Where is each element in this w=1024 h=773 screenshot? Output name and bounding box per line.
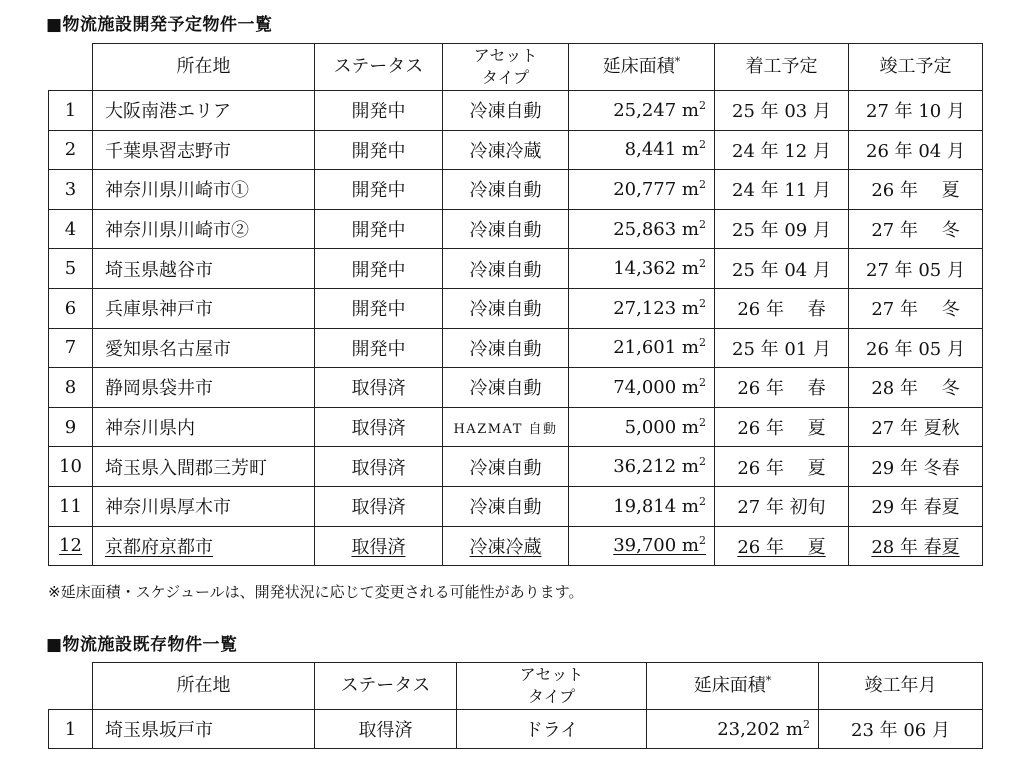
table-row [49, 407, 983, 447]
cell-status [315, 486, 443, 526]
cell-status [315, 447, 443, 487]
cell-asset-type-text: 冷凍自動 [469, 338, 542, 360]
cell-floor-area [569, 209, 715, 249]
area-exponent: 2 [699, 534, 706, 548]
cell-completion [849, 209, 983, 249]
cell-completion-text: 26 年 04 月 [866, 140, 965, 162]
cell-completion [819, 710, 983, 749]
table-row [49, 526, 983, 566]
cell-location [93, 130, 315, 170]
cell-location [93, 407, 315, 447]
header-floor-area-mark: * [765, 674, 772, 687]
cell-completion [849, 249, 983, 289]
cell-completion-text: 27 年 冬 [871, 220, 960, 242]
area-exponent: 2 [699, 217, 706, 231]
development-list-title: ■物流施設開発予定物件一覧 [46, 15, 273, 35]
area-exponent: 2 [699, 98, 706, 112]
cell-number [49, 526, 93, 566]
cell-number [49, 368, 93, 408]
cell-floor-area-text: 23,202 m [717, 718, 803, 740]
cell-completion [849, 91, 983, 131]
cell-floor-area-text: 36,212 m [613, 456, 699, 478]
area-exponent: 2 [699, 138, 706, 152]
cell-asset-type [443, 447, 569, 487]
cell-status-text: 取得済 [351, 418, 406, 440]
cell-completion-text: 23 年 06 月 [851, 720, 950, 741]
cell-floor-area-text: 8,441 m [624, 139, 699, 161]
cell-asset-type [443, 91, 569, 131]
cell-status-text: 開発中 [351, 180, 406, 202]
header-status: ステータス [315, 663, 457, 710]
header-number [49, 663, 93, 710]
cell-completion-text: 27 年 夏秋 [871, 418, 960, 440]
cell-floor-area-text: 21,601 m [613, 337, 699, 359]
cell-floor-area-text: 5,000 m [624, 416, 699, 438]
header-number [49, 44, 93, 91]
cell-asset-type-text: 冷凍自動 [469, 101, 542, 123]
cell-completion [849, 130, 983, 170]
cell-location [93, 526, 315, 566]
cell-start [715, 288, 849, 328]
cell-start-text: 26 年 夏 [737, 457, 826, 479]
cell-number-text: 5 [64, 258, 77, 280]
table-row [49, 368, 983, 408]
cell-asset-type-text: 冷凍自動 [469, 497, 542, 519]
cell-location-text: 大阪南港エリア [105, 101, 231, 123]
cell-location-text: 神奈川県川崎市① [105, 180, 249, 202]
header-completion: 竣工予定 [849, 44, 983, 91]
cell-number-text: 3 [64, 178, 77, 200]
header-asset-type-line1: アセット [473, 46, 538, 65]
cell-location-text: 神奈川県内 [105, 418, 195, 440]
cell-number [49, 486, 93, 526]
cell-floor-area-text: 27,123 m [613, 297, 699, 319]
cell-number-text: 4 [64, 218, 77, 240]
cell-asset-type-text: 冷凍自動 [469, 378, 542, 400]
cell-completion-text: 27 年 冬 [871, 299, 960, 321]
table-row [49, 249, 983, 289]
area-exponent: 2 [699, 375, 706, 389]
table-row [49, 170, 983, 210]
cell-status-text: 開発中 [351, 299, 406, 321]
area-exponent: 2 [803, 717, 810, 731]
cell-completion [849, 288, 983, 328]
area-exponent: 2 [699, 455, 706, 469]
cell-status-text: 開発中 [351, 140, 406, 162]
cell-floor-area [569, 249, 715, 289]
cell-location [93, 170, 315, 210]
cell-floor-area [569, 130, 715, 170]
cell-floor-area-text: 25,863 m [613, 218, 699, 240]
cell-status [315, 91, 443, 131]
cell-completion-text: 29 年 春夏 [871, 497, 960, 519]
cell-status [315, 170, 443, 210]
cell-floor-area [569, 288, 715, 328]
cell-floor-area [569, 526, 715, 566]
cell-asset-type [443, 328, 569, 368]
cell-completion [849, 170, 983, 210]
cell-asset-type [443, 288, 569, 328]
cell-completion-text: 27 年 10 月 [866, 101, 965, 123]
cell-status [315, 130, 443, 170]
cell-number [49, 130, 93, 170]
cell-start [715, 91, 849, 131]
cell-number-text: 1 [64, 99, 77, 121]
existing-list-title: ■物流施設既存物件一覧 [46, 635, 238, 655]
cell-start-text: 25 年 01 月 [732, 338, 831, 360]
area-exponent: 2 [699, 177, 706, 191]
cell-location [93, 288, 315, 328]
cell-floor-area [569, 368, 715, 408]
area-exponent: 2 [699, 296, 706, 310]
cell-status-text: 取得済 [351, 536, 406, 558]
table-row [49, 209, 983, 249]
cell-number [49, 710, 93, 749]
cell-asset-type [457, 710, 647, 749]
cell-location [93, 447, 315, 487]
cell-location-text: 神奈川県川崎市② [105, 220, 249, 242]
cell-asset-type [443, 170, 569, 210]
cell-asset-type [443, 526, 569, 566]
cell-start [715, 130, 849, 170]
header-location: 所在地 [93, 663, 315, 710]
area-exponent: 2 [699, 494, 706, 508]
header-completion: 竣工年月 [819, 663, 983, 710]
cell-number-text: 6 [64, 297, 77, 319]
cell-completion [849, 407, 983, 447]
cell-status [315, 249, 443, 289]
cell-status-text: 取得済 [351, 378, 406, 400]
table-row [49, 328, 983, 368]
cell-location-text: 静岡県袋井市 [105, 378, 213, 400]
cell-completion-text: 29 年 冬春 [871, 457, 960, 479]
area-exponent: 2 [699, 415, 706, 429]
cell-number [49, 91, 93, 131]
area-exponent: 2 [699, 257, 706, 271]
cell-floor-area [569, 91, 715, 131]
cell-location-text: 埼玉県入間郡三芳町 [105, 457, 267, 479]
cell-asset-type-text: 冷凍自動 [469, 259, 542, 281]
cell-asset-type-text: 冷凍自動 [469, 220, 542, 242]
cell-number-text: 1 [64, 718, 77, 740]
table-header-row [49, 44, 983, 91]
cell-floor-area [569, 486, 715, 526]
header-start: 着工予定 [715, 44, 849, 91]
cell-location-text: 神奈川県厚木市 [105, 497, 231, 519]
cell-asset-type-text: ドライ [524, 720, 579, 741]
cell-location [93, 368, 315, 408]
area-exponent: 2 [699, 336, 706, 350]
cell-number-text: 2 [64, 139, 77, 161]
cell-start [715, 407, 849, 447]
cell-start [715, 249, 849, 289]
header-asset-type [443, 44, 569, 91]
cell-floor-area-text: 19,814 m [613, 495, 699, 517]
header-floor-area-mark: * [674, 55, 681, 68]
cell-asset-type-text: 冷凍冷蔵 [469, 140, 542, 162]
cell-floor-area [569, 328, 715, 368]
cell-number [49, 328, 93, 368]
header-asset-type-line1: アセット [519, 665, 584, 684]
cell-completion-text: 28 年 春夏 [871, 536, 960, 558]
cell-start-text: 25 年 04 月 [732, 259, 831, 281]
cell-status [315, 526, 443, 566]
cell-number-text: 12 [59, 535, 82, 557]
cell-start [715, 328, 849, 368]
cell-completion [849, 328, 983, 368]
cell-asset-type [443, 407, 569, 447]
cell-number-text: 8 [64, 376, 77, 398]
cell-start-text: 26 年 夏 [737, 418, 826, 440]
footnote: ※延床面積・スケジュールは、開発状況に応じて変更される可能性があります。 [48, 583, 584, 601]
cell-start [715, 526, 849, 566]
cell-asset-type-text: 冷凍自動 [469, 180, 542, 202]
cell-start-text: 25 年 09 月 [732, 220, 831, 242]
cell-location-text: 愛知県名古屋市 [105, 338, 231, 360]
cell-number [49, 407, 93, 447]
cell-status [315, 288, 443, 328]
cell-start [715, 447, 849, 487]
cell-floor-area [647, 710, 819, 749]
cell-status-text: 開発中 [351, 220, 406, 242]
cell-number [49, 249, 93, 289]
cell-asset-type-text: 冷凍冷蔵 [469, 536, 542, 558]
cell-status [315, 328, 443, 368]
cell-location [93, 486, 315, 526]
existing-properties-table [48, 662, 983, 749]
cell-completion [849, 447, 983, 487]
cell-location [93, 710, 315, 749]
cell-status [315, 368, 443, 408]
table-header-row [49, 663, 983, 710]
cell-asset-type-text: 冷凍自動 [469, 299, 542, 321]
cell-completion-text: 26 年 夏 [871, 180, 960, 202]
cell-number-text: 9 [64, 416, 77, 438]
cell-completion [849, 368, 983, 408]
cell-location [93, 209, 315, 249]
header-location: 所在地 [93, 44, 315, 91]
cell-status [315, 209, 443, 249]
table-row [49, 91, 983, 131]
cell-start-text: 24 年 12 月 [732, 140, 831, 162]
cell-start-text: 25 年 03 月 [732, 101, 831, 123]
table-row [49, 447, 983, 487]
cell-status-text: 取得済 [351, 497, 406, 519]
cell-number-text: 11 [59, 495, 82, 517]
cell-location [93, 249, 315, 289]
cell-number [49, 170, 93, 210]
cell-floor-area-text: 25,247 m [613, 99, 699, 121]
cell-location [93, 91, 315, 131]
cell-floor-area [569, 407, 715, 447]
cell-floor-area [569, 447, 715, 487]
header-floor-area [647, 663, 819, 710]
cell-number [49, 447, 93, 487]
cell-number-text: 10 [59, 456, 82, 478]
cell-asset-type-text: HAZMAT 自動 [453, 421, 558, 437]
table-row [49, 486, 983, 526]
cell-location-text: 埼玉県越谷市 [105, 259, 213, 281]
header-floor-area-label: 延床面積 [602, 56, 675, 77]
cell-start-text: 26 年 夏 [737, 536, 826, 558]
cell-status-text: 取得済 [358, 720, 413, 741]
cell-location-text: 埼玉県坂戸市 [105, 720, 213, 741]
cell-asset-type [443, 130, 569, 170]
cell-completion-text: 27 年 05 月 [866, 259, 965, 281]
cell-status [315, 407, 443, 447]
cell-status-text: 開発中 [351, 101, 406, 123]
cell-location [93, 328, 315, 368]
cell-number [49, 288, 93, 328]
cell-number-text: 7 [64, 337, 77, 359]
cell-status [315, 710, 457, 749]
cell-start-text: 24 年 11 月 [732, 180, 831, 202]
table-row [49, 710, 983, 749]
cell-completion [849, 486, 983, 526]
cell-start-text: 27 年 初旬 [737, 497, 826, 519]
cell-completion-text: 26 年 05 月 [866, 338, 965, 360]
cell-start [715, 368, 849, 408]
table-row [49, 288, 983, 328]
table-row [49, 130, 983, 170]
cell-floor-area-text: 14,362 m [613, 258, 699, 280]
cell-status-text: 開発中 [351, 259, 406, 281]
cell-asset-type [443, 368, 569, 408]
cell-asset-type [443, 486, 569, 526]
cell-floor-area-text: 39,700 m [613, 535, 699, 557]
cell-asset-type [443, 209, 569, 249]
header-status: ステータス [315, 44, 443, 91]
cell-floor-area-text: 20,777 m [613, 178, 699, 200]
cell-completion [849, 526, 983, 566]
development-properties-table [48, 43, 983, 566]
header-asset-type-line2: タイプ [481, 68, 530, 87]
header-floor-area-label: 延床面積 [693, 675, 766, 696]
header-asset-type-line2: タイプ [527, 687, 576, 706]
cell-completion-text: 28 年 冬 [871, 378, 960, 400]
cell-asset-type-text: 冷凍自動 [469, 457, 542, 479]
header-floor-area [569, 44, 715, 91]
cell-start-text: 26 年 春 [737, 299, 826, 321]
cell-status-text: 取得済 [351, 457, 406, 479]
cell-location-text: 千葉県習志野市 [105, 140, 231, 162]
cell-number [49, 209, 93, 249]
cell-start-text: 26 年 春 [737, 378, 826, 400]
cell-start [715, 209, 849, 249]
cell-location-text: 兵庫県神戸市 [105, 299, 213, 321]
cell-asset-type [443, 249, 569, 289]
cell-floor-area-text: 74,000 m [613, 376, 699, 398]
cell-start [715, 486, 849, 526]
header-asset-type [457, 663, 647, 710]
cell-location-text: 京都府京都市 [105, 536, 213, 558]
cell-start [715, 170, 849, 210]
cell-status-text: 開発中 [351, 338, 406, 360]
cell-floor-area [569, 170, 715, 210]
